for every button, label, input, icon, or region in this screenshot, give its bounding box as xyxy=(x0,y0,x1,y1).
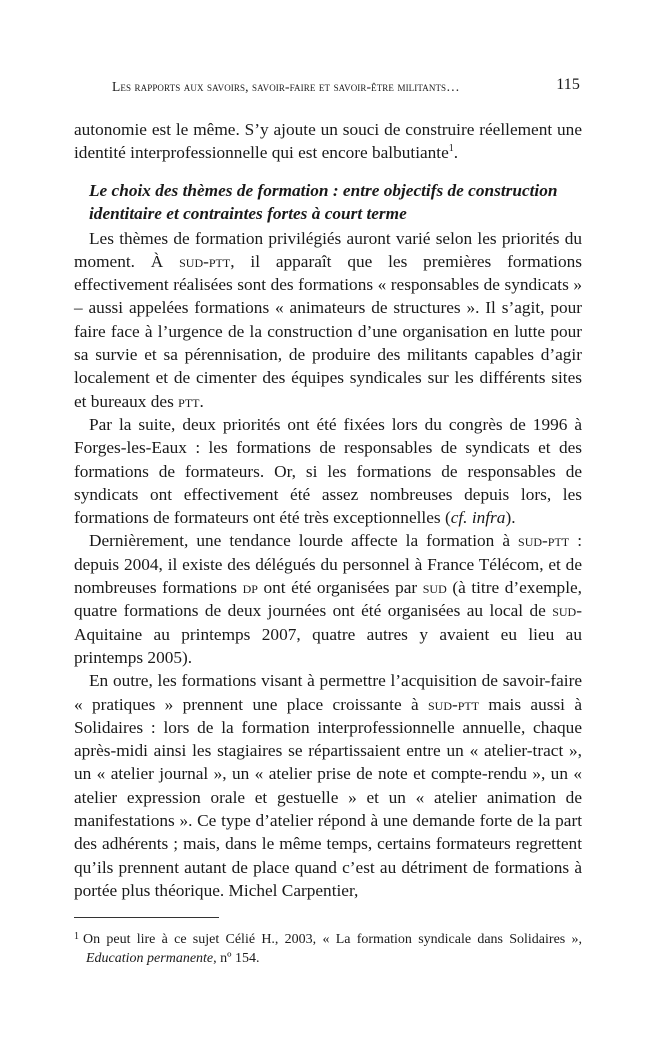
org-name: sud xyxy=(552,601,577,621)
book-page xyxy=(74,76,582,968)
text-run: (à titre d’exemple, quatre formations de deux journées ont été organisées au local de xyxy=(74,578,582,621)
org-name: sud-ptt xyxy=(518,531,570,551)
org-name: sud-ptt xyxy=(179,251,231,271)
paragraph-text: autonomie est le même. S’y ajoute un souci de construire réellement une identité interprofessionnelle qui est encore balbutiante xyxy=(74,120,582,163)
footnote-text-end: , nº 154. xyxy=(213,951,260,967)
footnote-separator xyxy=(74,917,219,918)
running-head xyxy=(74,76,582,100)
text-run: ont été organisées par xyxy=(257,578,423,598)
paragraph-themes xyxy=(74,227,582,413)
text-run: Les thèmes de formation privilégiés auront varié selon les priorités du moment. À xyxy=(74,228,582,271)
text-run: Dernièrement, une tendance lourde affecte la formation à xyxy=(89,531,519,551)
text-run: Par la suite, deux priorités ont été fixées lors du congrès de 1996 à Forges-les-Eaux : les formations de responsables de syndicats et des formations de formateurs. Or, si les formations de responsables de syndicats ont effectivement été assez nombreuses depuis lors, les formations de formateurs ont été très exceptionnelles ( xyxy=(74,414,582,528)
footnote-journal: Education permanente xyxy=(86,951,214,967)
running-title: Les rapports aux savoirs, savoir-faire et savoir-être militants… xyxy=(112,79,460,94)
text-run: ). xyxy=(505,508,516,528)
text-run: -Aquitaine au printemps 2007, quatre autres y avaient eu lieu au printemps 2005). xyxy=(74,601,582,667)
footnote-mark: 1 xyxy=(74,931,79,943)
org-name: ptt xyxy=(178,391,200,411)
paragraph-continued xyxy=(74,118,582,165)
section-heading: Le choix des thèmes de formation : entre objectifs de construction identitaire et contraintes fortes à court terme xyxy=(89,180,558,223)
paragraph-workshops xyxy=(74,669,582,902)
text-run: . xyxy=(199,391,204,411)
paragraph-priorities xyxy=(74,413,582,529)
footnote-text: On peut lire à ce sujet Célié H., 2003, « La formation syndicale dans Solidaires », xyxy=(83,932,582,948)
paragraph-text-end: . xyxy=(453,143,459,163)
text-run: : depuis 2004, il existe des délégués du personnel à France Télécom, et de nombreuses formations xyxy=(74,531,582,598)
body-text xyxy=(74,118,582,902)
footnote-reference[interactable]: 1 xyxy=(448,143,454,155)
org-name: sud-ptt xyxy=(427,694,480,714)
org-name: sud xyxy=(422,578,447,598)
text-run: , il apparaît que les premières formations effectivement réalisées sont des formations « responsables de syndicats » – aussi appelées formations « animateurs de structures ». Il s’agit, pour faire face à l’urgence de la construction d’une organisation en lutte pour sa survie et sa pérennisation, de produire des militants capables d’agir localement et de cimenter des équipes syndicales sur les différents sites et bureaux des xyxy=(74,251,582,411)
paragraph-trend xyxy=(74,529,582,669)
text-run: mais aussi à Solidaires : lors de la formation interprofessionnelle annuelle, chaque après-midi ainsi les stagiaires se répartissaient entre un « atelier-tract », un « atelier journal », un « atelier prise de note et compte-rendu », un « atelier expression orale et gestuelle » et un « atelier animation de manifestations ». Ce type d’atelier répond à une demande forte de la part des adhérents ; mais, dans le même temps, certains formateurs regrettent qu’ils prennent autant de place quand c’est au détriment de formations à portée plus théorique. Michel Carpentier, xyxy=(74,694,582,900)
abbreviation: dp xyxy=(242,578,258,598)
page-number: 115 xyxy=(556,76,580,93)
text-run: En outre, les formations visant à permettre l’acquisition de savoir-faire « pratiques » prennent une place croissante à xyxy=(74,671,582,714)
cross-reference: cf. infra xyxy=(450,508,506,528)
footnote xyxy=(74,927,582,968)
